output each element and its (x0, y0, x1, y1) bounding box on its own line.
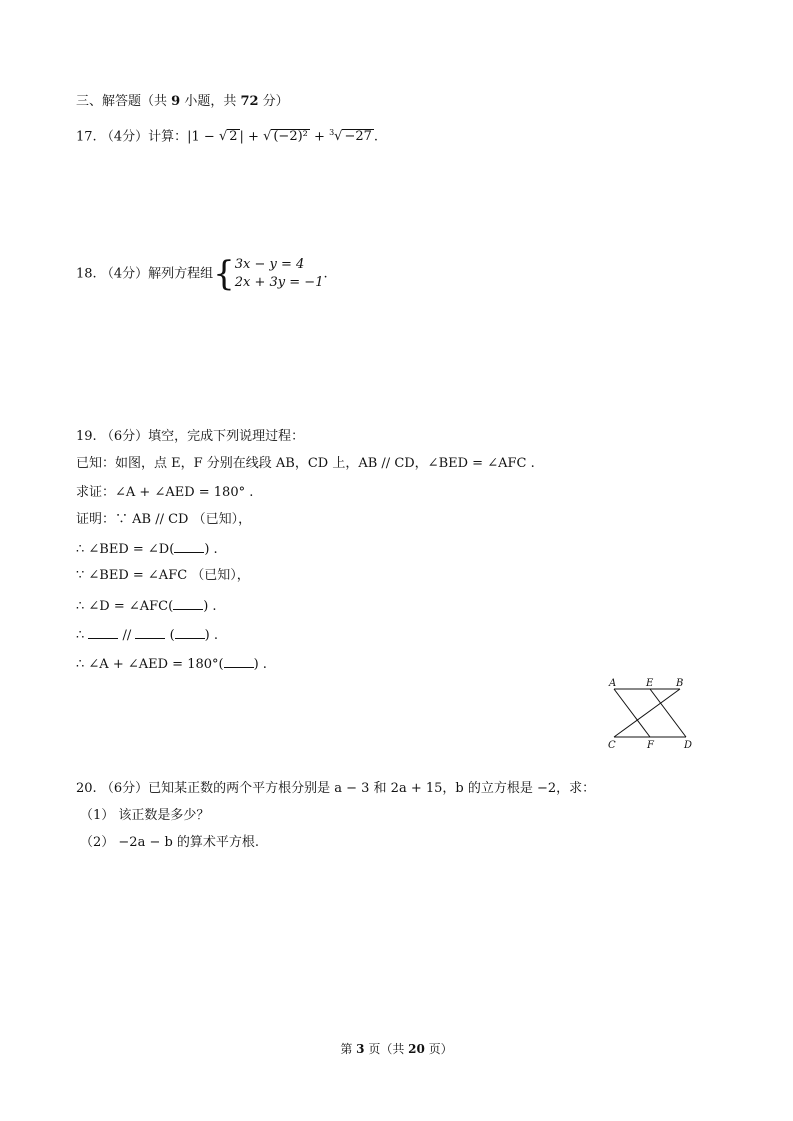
sub-question-1: （1） 该正数是多少？ (80, 808, 210, 823)
question-18 (76, 256, 328, 293)
sqrt-sign: √ (263, 129, 272, 145)
segment-af (614, 689, 650, 737)
label-e: E (646, 678, 654, 689)
question-19 (76, 429, 304, 445)
sqrt-sign: √ (218, 129, 228, 145)
page-footer (0, 1041, 793, 1057)
proof-line: ∵ ∠BED = ∠AFC （已知）， (76, 568, 250, 583)
proof-text: ) . (203, 599, 217, 614)
label-c: C (608, 740, 616, 751)
given-statement: 已知：如图，点 E，F 分别在线段 AB，CD 上，AB // CD，∠BED = ∠AFC . (76, 456, 535, 471)
equation-system (235, 256, 324, 292)
proof-text: ∴ ∠A + ∠AED = 180°( (76, 657, 224, 672)
question-number: 18. (76, 266, 97, 282)
equation-2: 2x + 3y = −1 (234, 275, 324, 290)
question-points: （6分） (100, 781, 149, 796)
question-20 (76, 781, 595, 797)
prove-statement: 求证：∠A + ∠AED = 180° . (76, 485, 254, 500)
question-prompt: 解列方程组 (148, 266, 214, 282)
proof-text: ) . (204, 628, 218, 643)
label-b: B (676, 678, 684, 689)
question-number: 19. (76, 429, 97, 444)
answer-blank[interactable] (173, 597, 203, 610)
question-points: （4分） (100, 266, 149, 282)
radicand: (−2)² (273, 129, 308, 145)
question-prompt: 填空，完成下列说理过程： (148, 429, 305, 444)
proof-text: ∴ (76, 628, 89, 643)
question-17 (76, 125, 378, 145)
question-number: 20. (76, 781, 97, 796)
proof-text: ) . (253, 657, 267, 672)
section-header-prefix: 三、解答题（共 (76, 94, 172, 109)
question-prompt: 已知某正数的两个平方根分别是 a − 3 和 2a + 15，b 的立方根是 −2，求： (148, 781, 596, 796)
label-f: F (647, 740, 654, 751)
answer-blank[interactable] (175, 626, 205, 639)
segment-bc (614, 689, 680, 737)
section-header-mid: 小题，共 (180, 94, 241, 109)
question-prompt: 计算： (148, 129, 188, 145)
system-brace: { (213, 254, 235, 294)
question-points: （4分） (100, 129, 149, 145)
radicand: 2 (229, 129, 238, 145)
geometry-figure (600, 676, 700, 752)
proof-text: ) . (204, 542, 218, 557)
equation-1: 3x − y = 4 (234, 257, 305, 272)
page-number: 3 (356, 1042, 365, 1056)
section-total-score: 72 (240, 94, 259, 109)
expr-part: |1 − (187, 129, 219, 145)
proof-text: ∴ ∠BED = ∠D( (76, 542, 175, 557)
question-number: 17. (76, 129, 97, 145)
footer-text: 第 (340, 1042, 357, 1056)
proof-line: 证明：∵ AB // CD （已知）， (76, 512, 252, 527)
answer-blank[interactable] (224, 655, 254, 668)
proof-line (76, 655, 267, 673)
sqrt-sign: √ (334, 129, 343, 145)
answer-blank[interactable] (174, 540, 204, 553)
expr-end: . (323, 266, 328, 282)
proof-line (76, 626, 218, 644)
expr-part: | + (239, 129, 264, 145)
proof-line (76, 540, 218, 558)
proof-text: ∴ ∠D = ∠AFC( (76, 599, 174, 614)
section-question-count: 9 (171, 94, 181, 109)
radicand: −27 (344, 129, 372, 145)
proof-text: ( (165, 628, 175, 643)
sub-question-2: （2） −2a − b 的算术平方根. (80, 835, 260, 850)
footer-text: 页） (424, 1042, 453, 1056)
proof-text: // (118, 628, 136, 643)
label-a: A (609, 678, 617, 689)
proof-line (76, 597, 217, 615)
label-d: D (684, 740, 693, 751)
expr-end: . (373, 129, 379, 145)
question-points: （6分） (100, 429, 149, 444)
root-index: 3 (329, 128, 335, 137)
answer-blank[interactable] (88, 626, 118, 639)
section-header (76, 94, 289, 110)
answer-blank[interactable] (135, 626, 165, 639)
footer-text: 页（共 (364, 1042, 409, 1056)
total-pages: 20 (408, 1042, 425, 1056)
segment-ed (650, 689, 686, 737)
section-header-suffix: 分） (258, 94, 289, 109)
expr-part: + (309, 129, 330, 145)
